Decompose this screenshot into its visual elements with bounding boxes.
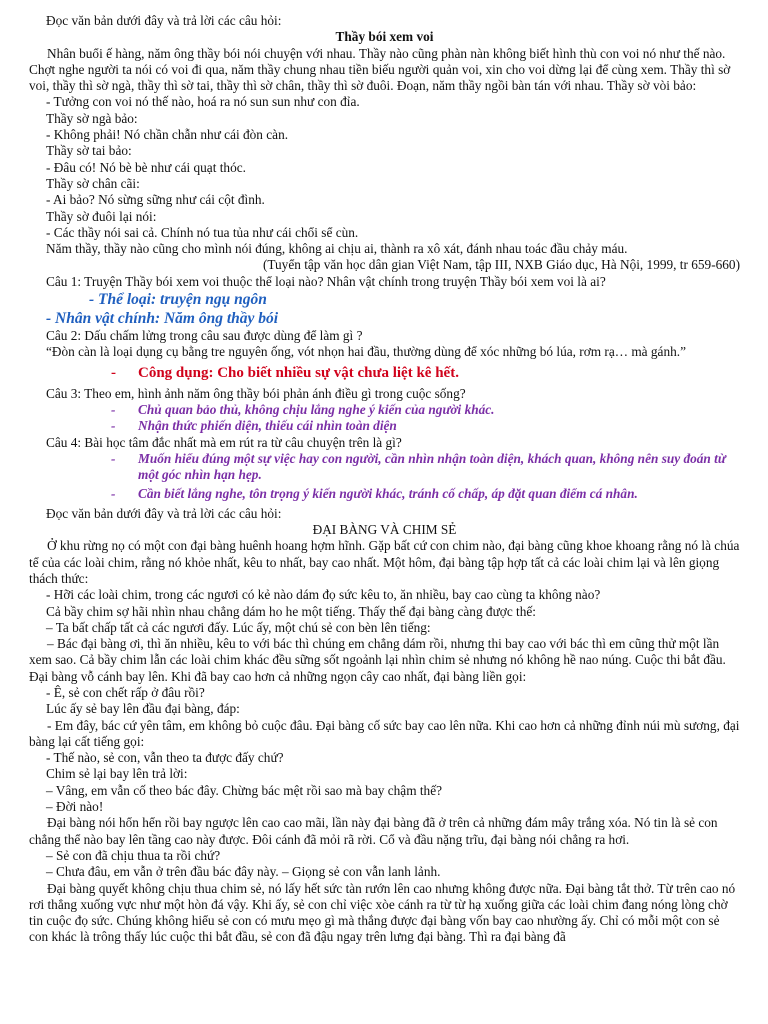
- story-1-paragraph: - Các thầy nói sai cả. Chính nó tua tủa như cái chổi sể cùn.: [46, 224, 359, 240]
- answer-1-genre: - Thể loại: truyện ngụ ngôn: [89, 291, 267, 309]
- story-1-body: [29, 46, 740, 258]
- answer-4-item: [111, 451, 740, 484]
- question-3: Câu 3: Theo em, hình ảnh năm ông thầy bói phản ánh điều gì trong cuộc sống?: [46, 385, 466, 401]
- story-1-paragraph: Thầy sờ ngà bảo:: [46, 110, 138, 126]
- story-2-paragraph: – Bác đại bàng ơi, thì ăn nhiều, kêu to với bác thì chúng em chẳng dám rồi, nhưng thi bay cao với bác thì em cũng thử một lần xem sao. Cả bầy chim lẫn các loài chim khác đều sững sốt ngoảnh lại nhìn chim sẻ nhưng nó không hề nao núng. Cuộc thi bắt đầu. Đại bàng vỗ cánh bay lên. Khi đã bay cao hơn cả những ngọn cây cao nhất, đại bàng liền gọi:: [29, 636, 726, 684]
- answer-3-item: [111, 418, 740, 434]
- answer-2-text: Công dụng: Cho biết nhiều sự vật chưa liệt kê hết.: [138, 364, 459, 381]
- story-2-paragraph: - Ê, sẻ con chết rấp ở đâu rồi?: [46, 684, 205, 700]
- story-2-paragraph: Chim sẻ lại bay lên trả lời:: [46, 766, 188, 782]
- story-2-paragraph: Cả bầy chim sợ hãi nhìn nhau chẳng dám ho he một tiếng. Thấy thế đại bàng càng được thế:: [46, 603, 536, 619]
- story-1-paragraph: Thầy sờ đuôi lại nói:: [46, 208, 157, 224]
- question-1: Câu 1: Truyện Thầy bói xem voi thuộc thể loại nào? Nhân vật chính trong truyện Thầy bói xem voi là ai?: [46, 273, 606, 289]
- story-1-source: (Tuyển tập văn học dân gian Việt Nam, tập III, NXB Giáo dục, Hà Nội, 1999, tr 659-660): [262, 257, 740, 273]
- story-2-paragraph: - Em đây, bác cứ yên tâm, em không bỏ cuộc đâu. Đại bàng cố sức bay cao lên nữa. Khi cao hơn cả những đỉnh núi mù sương, đại bàng lại cất tiếng gọi:: [29, 717, 740, 749]
- answer-3-text-2: Nhận thức phiến diện, thiếu cái nhìn toàn diện: [138, 418, 397, 434]
- story-2-paragraph: – Đời nào!: [46, 799, 104, 815]
- story-1-paragraph: - Tưởng con voi nó thế nào, hoá ra nó sun sun như con đỉa.: [46, 94, 360, 110]
- story-1-paragraph: - Ai bảo? Nó sừng sững như cái cột đình.: [46, 192, 265, 208]
- story-2-paragraph: - Hỡi các loài chim, trong các ngươi có kẻ nào dám đọ sức kêu to, ăn nhiều, bay cao cùng ta không nào?: [46, 587, 601, 603]
- answer-4-item: [111, 486, 740, 502]
- story-2-paragraph: Ở khu rừng nọ có một con đại bàng huênh hoang hợm hĩnh. Gặp bất cứ con chim nào, đại bàng cũng khoe khoang rằng nó là chúa tể của các loài chim, rằng nó khỏe nhất, kêu to nhất, bay cao nhất. Một hôm, đại bàng tập hợp tất cả các loài chim lại và lên giọng thách thức:: [29, 538, 740, 586]
- answer-1-character: - Nhân vật chính: Năm ông thầy bói: [46, 310, 279, 328]
- story-1-paragraph: Thầy sờ tai bảo:: [46, 143, 132, 159]
- story-2-paragraph: Đại bàng quyết không chịu thua chim sẻ, nó lấy hết sức tàn rướn lên cao nhưng không được nữa. Đại bàng tắt thở. Từ trên cao nó rơi thẳng xuống vực như một hòn đá vậy. Khi ấy, sẻ con chỉ việc xòe cánh ra từ từ hạ xuống giữa các loài chim đang nóng lòng chờ tin cuộc đọ sức. Chúng không hiểu sẻ con có mưu mẹo gì mà thắng được đại bàng vốn bay cao nhường ấy. Chỉ có mỗi một con sẻ con khác là trông thấy lúc cuộc thi bắt đầu, sẻ con đã đậu ngay trên lưng đại bàng. Thì ra đại bàng đã: [29, 880, 736, 945]
- story-2-paragraph: – Ta bất chấp tất cả các ngươi đấy. Lúc ấy, một chú sẻ con bèn lên tiếng:: [46, 619, 431, 635]
- question-2-quote: “Đòn càn là loại dụng cụ bằng tre nguyên ống, vót nhọn hai đầu, thường dùng để xóc những bó lúa, rơm rạ… mà gánh.”: [46, 344, 686, 360]
- story-2-paragraph: – Vâng, em vẫn cố theo bác đây. Chừng bác mệt rồi sao mà bay chậm thế?: [46, 782, 443, 798]
- answer-2: [111, 364, 740, 383]
- story-2-paragraph: – Chưa đâu, em vẫn ở trên đầu bác đây này. – Giọng sẻ con vẫn lanh lảnh.: [46, 864, 441, 880]
- answer-4-text-2: Cần biết lắng nghe, tôn trọng ý kiến người khác, tránh cố chấp, áp đặt quan điểm cá nhân.: [138, 486, 638, 502]
- question-2: Câu 2: Dấu chấm lửng trong câu sau được dùng để làm gì ?: [46, 328, 363, 344]
- question-4: Câu 4: Bài học tâm đắc nhất mà em rút ra từ câu chuyện trên là gì?: [46, 434, 402, 450]
- answer-3-text-1: Chủ quan bảo thủ, không chịu lắng nghe ý kiến của người khác.: [138, 401, 495, 417]
- story-2-paragraph: – Sẻ con đã chịu thua ta rồi chứ?: [46, 847, 221, 863]
- answer-2-dash: -: [111, 364, 116, 381]
- story-title-1: Thầy bói xem voi: [335, 29, 434, 45]
- story-title-2: ĐẠI BÀNG VÀ CHIM SẺ: [312, 522, 457, 538]
- answer-dash: -: [111, 401, 116, 417]
- instruction-1: Đọc văn bản dưới đây và trả lời các câu hỏi:: [46, 13, 282, 28]
- story-2-paragraph: - Thế nào, sẻ con, vẫn theo ta được đấy chứ?: [46, 750, 284, 766]
- story-1-paragraph: - Không phải! Nó chần chẫn như cái đòn càn.: [46, 127, 289, 143]
- story-1-paragraph: Nhân buổi ế hàng, năm ông thầy bói nói chuyện với nhau. Thầy nào cũng phàn nàn không biết hình thù con voi nó như thế nào. Chợt nghe người ta nói có voi đi qua, năm thầy chung nhau tiền biếu người quản voi, xin cho voi dừng lại để cùng xem. Thầy thì sờ voi, thầy thì sờ ngà, thầy thì sờ tai, thầy thì sờ chân, thầy thì sờ đuôi. Đoạn, năm thầy ngồi bàn tán với nhau. Thầy sờ vòi bảo:: [29, 45, 731, 94]
- story-1-paragraph: - Đâu có! Nó bè bè như cái quạt thóc.: [46, 159, 246, 175]
- answer-3-item: [111, 402, 740, 418]
- answer-4-text-1: Muốn hiểu đúng một sự việc hay con người, cần nhìn nhận toàn diện, khách quan, không nên suy đoán từ một góc nhìn hạn hẹp.: [138, 450, 726, 483]
- answer-dash: -: [111, 450, 116, 466]
- story-2-paragraph: Lúc ấy sẻ bay lên đầu đại bàng, đáp:: [46, 701, 240, 717]
- story-2-paragraph: Đại bàng nói hổn hển rồi bay ngược lên cao cao mãi, lần này đại bàng đã ở trên cả những đám mây trắng xóa. Nó tin là sẻ con chẳng thể nào bay lên tầng cao này được. Đôi cánh đã mỏi rã rời. Cổ và đầu nặng trĩu, đại bàng nói chẳng ra hơi.: [29, 815, 718, 847]
- answer-dash: -: [111, 418, 116, 434]
- answer-dash: -: [111, 486, 116, 502]
- story-1-paragraph: Năm thầy, thầy nào cũng cho mình nói đúng, không ai chịu ai, thành ra xô xát, đánh nhau toác đầu chảy máu.: [46, 241, 628, 257]
- story-2-body: [29, 538, 740, 945]
- instruction-2: Đọc văn bản dưới đây và trả lời các câu hỏi:: [46, 505, 282, 521]
- story-1-paragraph: Thầy sờ chân cãi:: [46, 175, 140, 191]
